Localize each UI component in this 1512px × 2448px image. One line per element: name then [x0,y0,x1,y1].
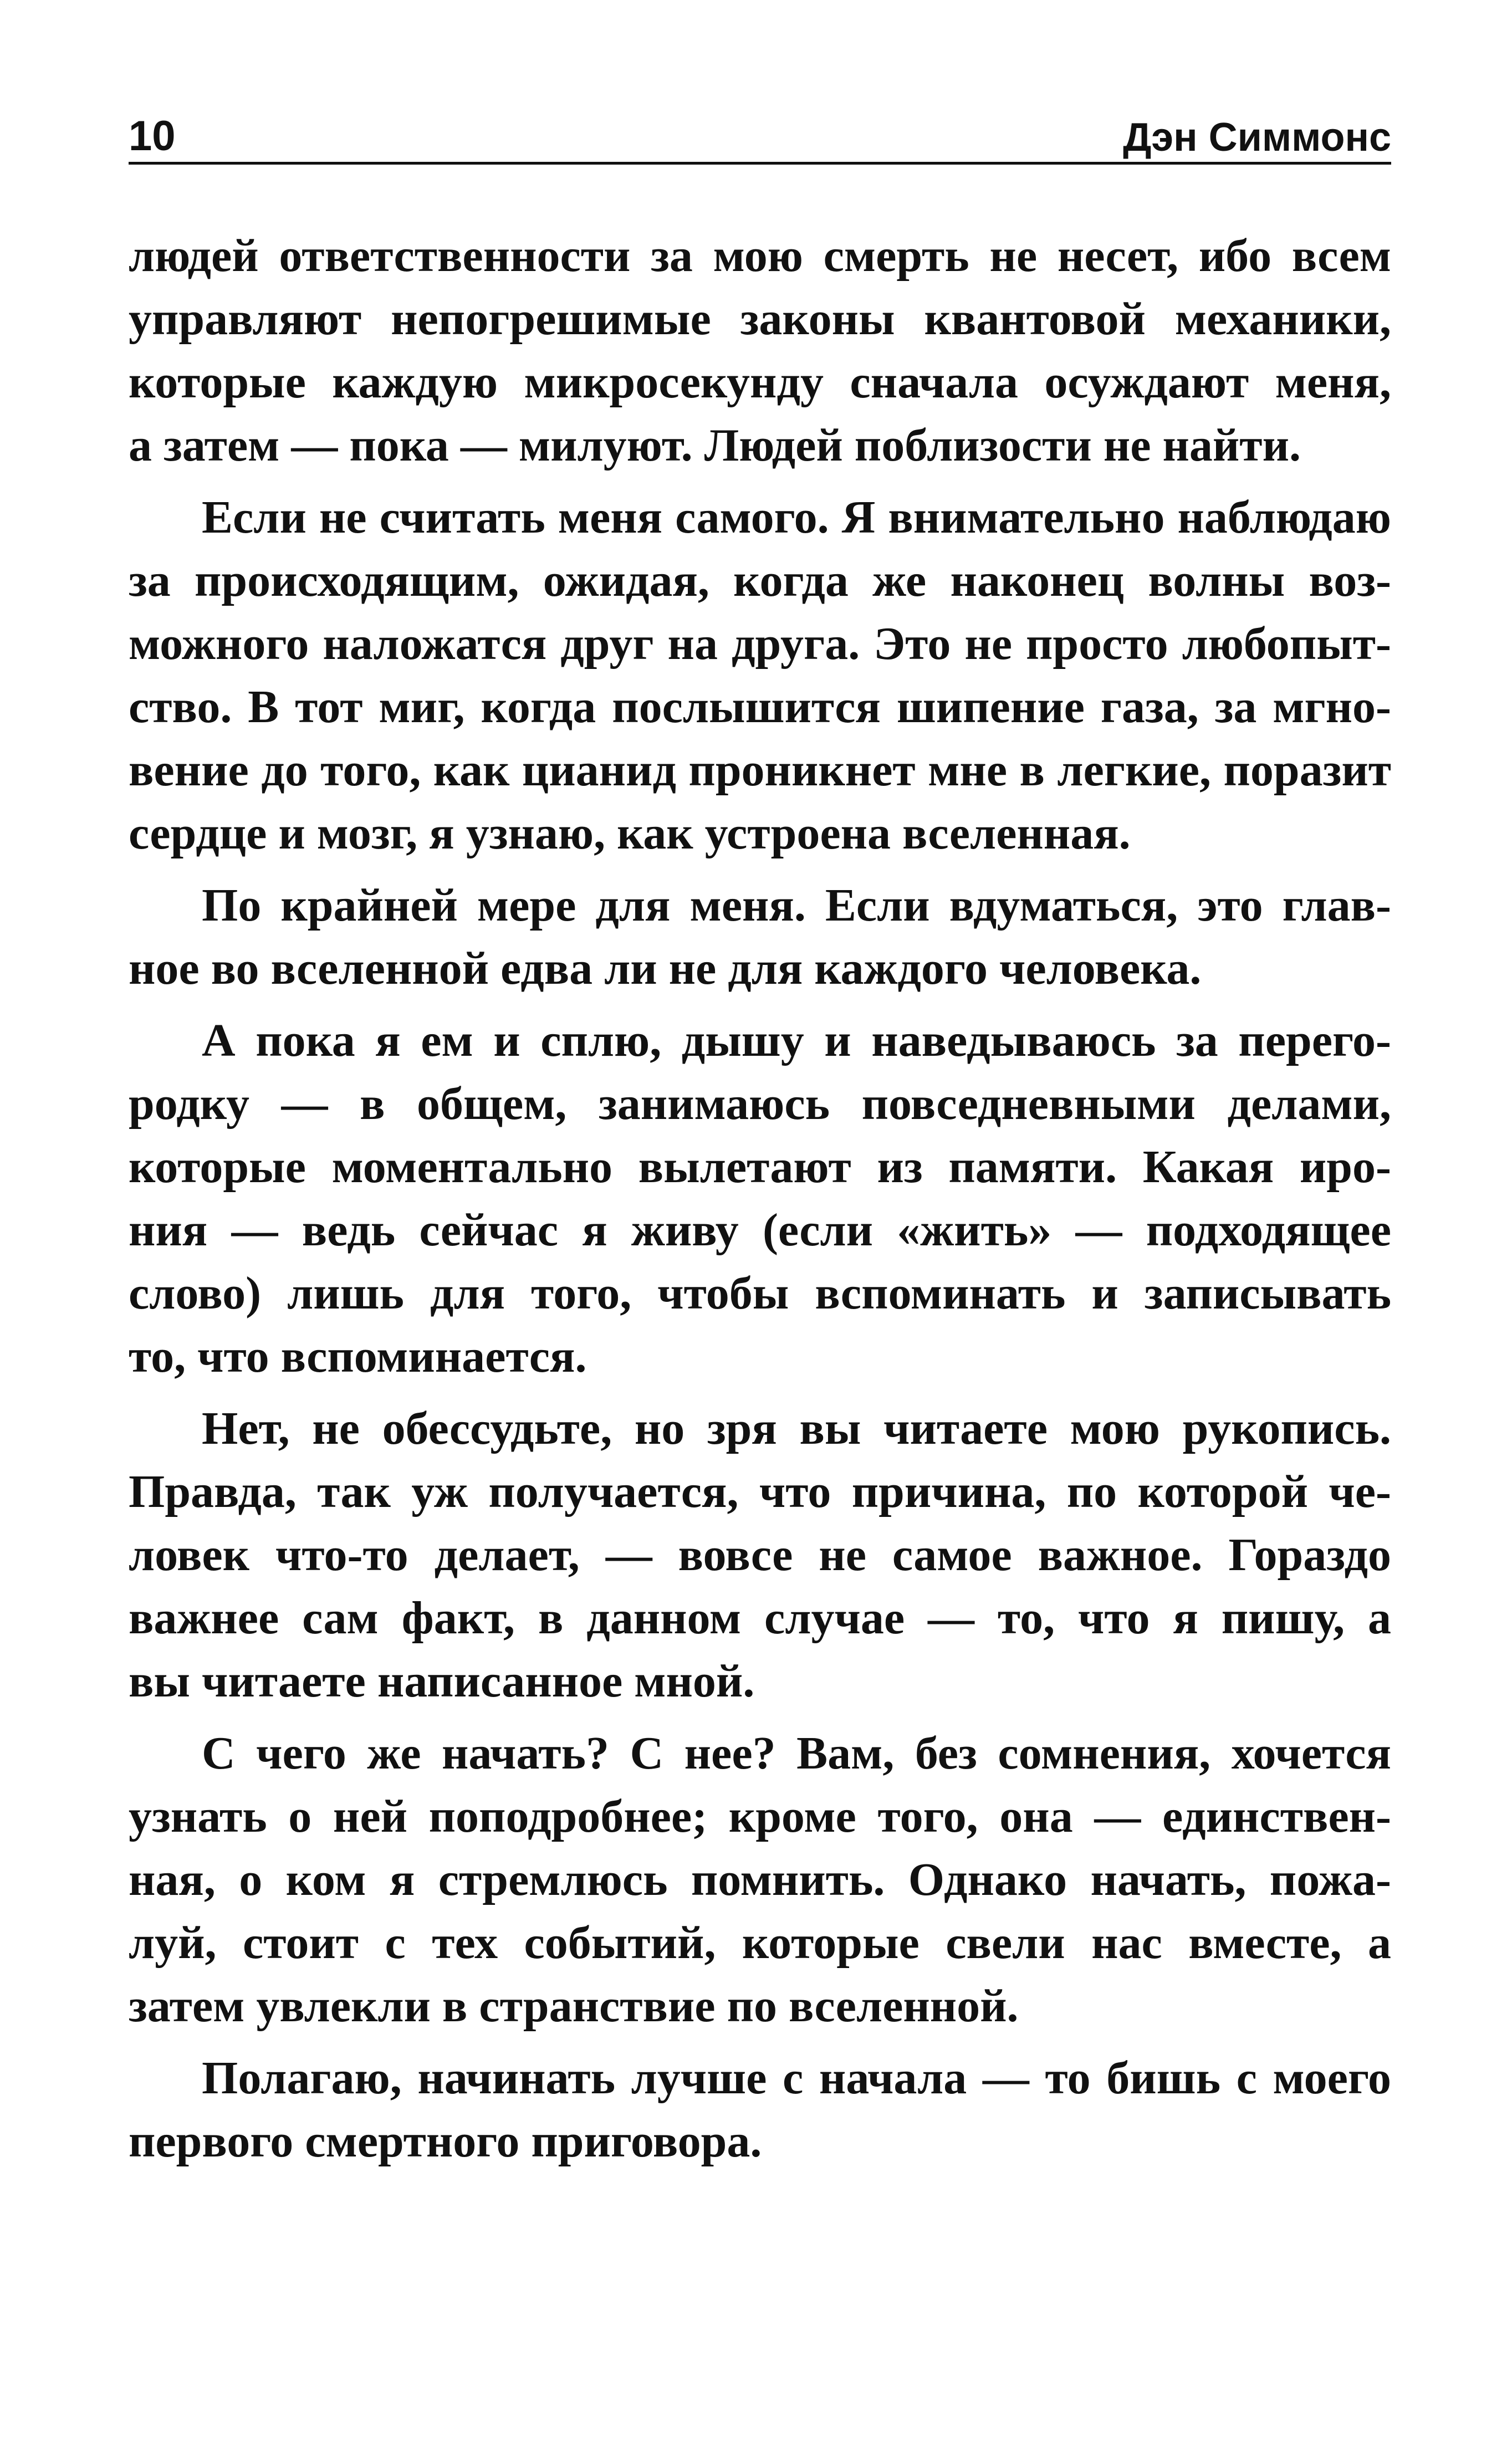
text-line: сердце и мозг, я узнаю, как устроена вселенная. [129,808,1131,859]
text-line: вение до того, как цианид проникнет мне в легкие, поразит [129,744,1391,796]
text-line: узнать о ней поподробнее; кроме того, она — единствен- [129,1791,1391,1842]
text-line: людей ответственности за мою смерть не несет, ибо всем [129,230,1391,282]
text-line: луй, стоит с тех событий, которые свели нас вместе, а [129,1917,1391,1969]
text-line: управляют непогрешимые законы квантовой механики, [129,293,1391,345]
text-line: за происходящим, ожидая, когда же наконец волны воз- [129,555,1391,606]
paragraph [129,874,1391,1000]
paragraph [129,224,1391,477]
text-line: ство. В тот миг, когда послышится шипение газа, за мгно- [129,681,1391,733]
text-line: ния — ведь сейчас я живу (если «жить» — подходящее [129,1204,1391,1256]
text-line: первого смертного приговора. [129,2115,762,2167]
text-line: а затем — пока — милуют. Людей поблизости не найти. [129,420,1301,471]
text-line: затем увлекли в странствие по вселенной. [129,1980,1019,2032]
paragraph [129,2047,1391,2173]
text-line: можного наложатся друг на друга. Это не просто любопыт- [129,618,1391,670]
text-line: родку — в общем, занимаюсь повседневными делами, [129,1078,1391,1130]
page-number: 10 [129,113,176,160]
text-line: вы читаете написанное мной. [129,1655,755,1707]
text-line: По крайней мере для меня. Если вдуматься, это глав- [202,880,1391,931]
text-line: которые каждую микросекунду сначала осуждают меня, [129,356,1391,408]
paragraph [129,486,1391,865]
text-line: ное во вселенной едва ли не для каждого человека. [129,943,1202,994]
paragraph [129,1722,1391,2038]
text-line: которые моментально вылетают из памяти. Какая иро- [129,1141,1391,1193]
body-text [129,224,1391,2173]
text-line: Правда, так уж получается, что причина, по которой че- [129,1466,1391,1517]
text-line: А пока я ем и сплю, дышу и наведываюсь за перего- [202,1015,1391,1066]
text-line: Полагаю, начинать лучше с начала — то бишь с моего [202,2052,1391,2104]
text-line: ная, о ком я стремлюсь помнить. Однако начать, пожа- [129,1854,1391,1905]
text-line: то, что вспоминается. [129,1331,587,1382]
text-line: слово) лишь для того, чтобы вспоминать и записывать [129,1268,1391,1319]
text-line: Нет, не обессудьте, но зря вы читаете мою рукопись. [202,1403,1391,1454]
paragraph [129,1397,1391,1713]
running-head [129,111,1391,165]
text-line: С чего же начать? С нее? Вам, без сомнения, хочется [202,1728,1391,1779]
author-name: Дэн Симмонс [1123,115,1391,160]
text-line: ловек что-то делает, — вовсе не самое важное. Гораздо [129,1529,1391,1581]
text-line: важнее сам факт, в данном случае — то, что я пишу, а [129,1592,1391,1644]
text-line: Если не считать меня самого. Я внимательно наблюдаю [202,492,1391,543]
paragraph [129,1009,1391,1388]
